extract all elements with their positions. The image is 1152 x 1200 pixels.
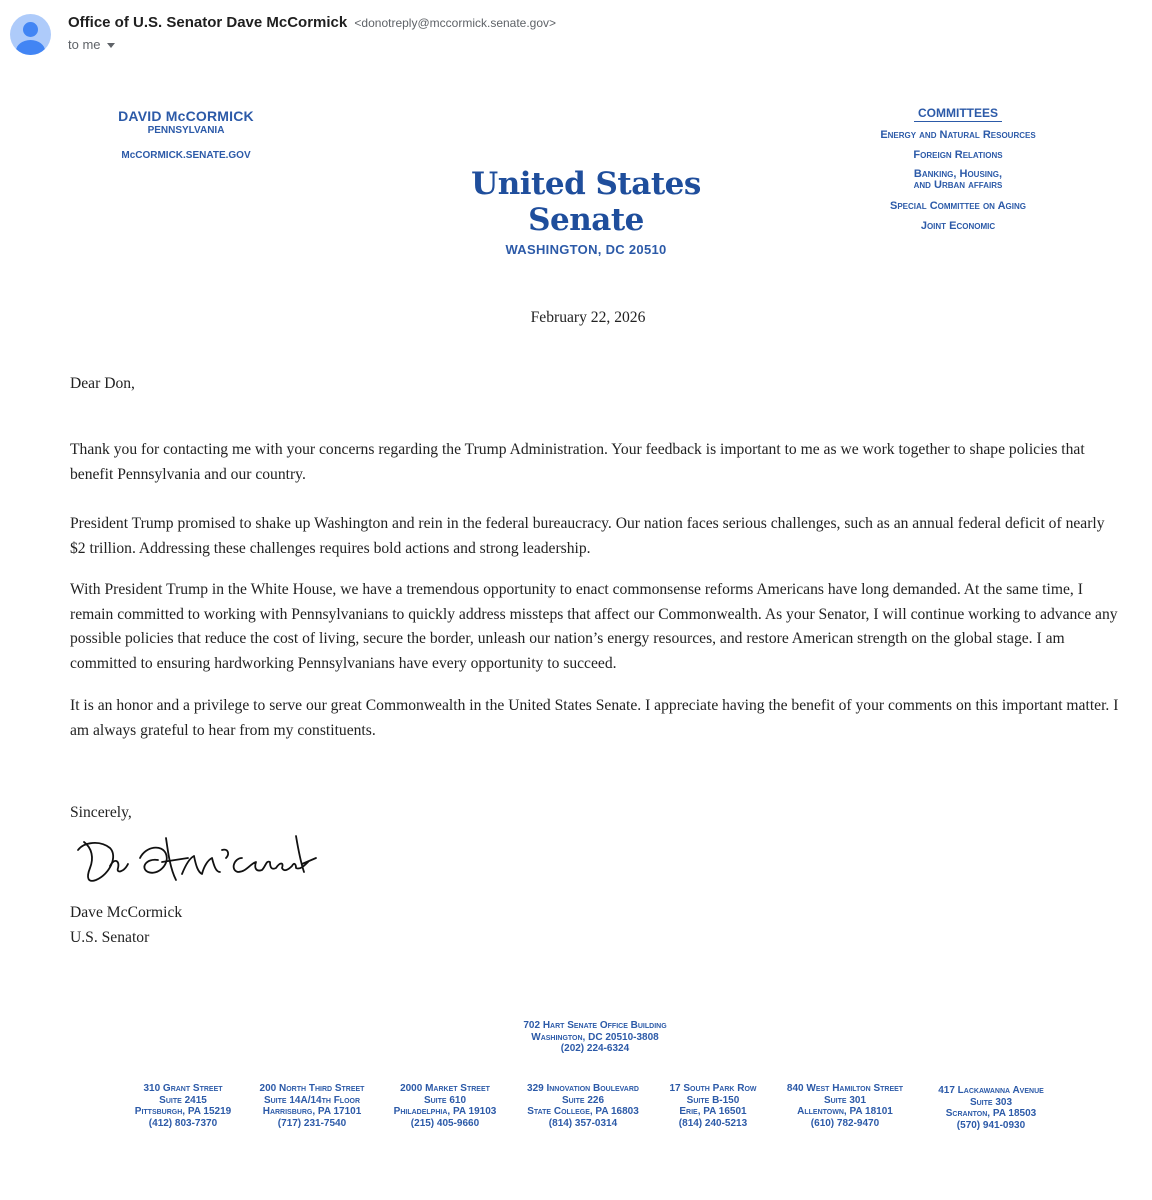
handwritten-signature (70, 828, 330, 897)
letterhead-state: PENNSYLVANIA (147, 125, 225, 136)
committees-title: COMMITTEES (914, 106, 1002, 122)
main-office-phone: (202) 224-6324 (560, 1043, 630, 1054)
state-office: 17 South Park Row Suite B-150 Erie, PA 16501 (814) 240-5213 (669, 1083, 757, 1129)
letter-paragraph: President Trump promised to shake up Washington and rein in the federal bureaucracy. Our nation faces serious challenges, such as an annual federal deficit of nearly $2 trillion. Addressing these challenges requires bold actions and strong leadership. (70, 515, 1105, 557)
letter-paragraph: Thank you for contacting me with your concerns regarding the Trump Administration. Your feedback is important to me as we work together to shape policies that benefit Pennsylvania and our country. (70, 441, 1085, 483)
state-office: 417 Lackawanna Avenue Suite 303 Scranton, PA 18503 (570) 941-0930 (938, 1085, 1044, 1131)
letter-paragraph: With President Trump in the White House, we have a tremendous opportunity to enact commonsense reforms Americans have long demanded. At the same time, I remain committed to working with Pennsylvanians to quickly address missteps that affect our Commonwealth. As your Senator, I will continue working to advance any possible policies that reduce the cost of living, secure the border, unleash our nation’s energy resources, and restore American strength on the global stage. I am committed to ensuring hardworking Pennsylvanians have every opportunity to succeed. (70, 581, 1118, 672)
sender-email: <donotreply@mccormick.senate.gov> (354, 16, 557, 30)
letter-date: February 22, 2026 (530, 309, 646, 326)
senate-title: United States Senate (471, 166, 701, 238)
committee-item: Energy and Natural Resources (880, 129, 1036, 141)
sender-name[interactable]: Office of U.S. Senator Dave McCormick (68, 14, 348, 31)
letterhead-website: McCORMICK.SENATE.GOV (121, 150, 251, 161)
letterhead-committees-block (858, 106, 1058, 240)
state-office: 310 Grant Street Suite 2415 Pittsburgh, PA 15219 (412) 803-7370 (134, 1083, 232, 1129)
senate-address: WASHINGTON, DC 20510 (505, 242, 667, 257)
letterhead-senate-block (420, 166, 752, 257)
state-office: 200 North Third Street Suite 14A/14th Floor Harrisburg, PA 17101 (717) 231-7540 (259, 1083, 365, 1129)
committee-item: Banking, Housing, and Urban affairs (913, 168, 1003, 191)
main-office-line1: 702 Hart Senate Office Building (523, 1020, 667, 1031)
footer-main-office (450, 1020, 740, 1055)
recipient-label: to me (68, 37, 101, 52)
committee-item: Foreign Relations (913, 149, 1003, 161)
signature-drawing (70, 828, 330, 892)
footer-state-offices (0, 1083, 1152, 1143)
letter-greeting: Dear Don, (70, 375, 135, 392)
recipient-details-toggle[interactable] (68, 37, 115, 52)
letterhead-senator-block (118, 108, 254, 161)
committee-item: Joint Economic (920, 220, 996, 232)
sender-avatar[interactable] (10, 14, 51, 55)
sender-line (68, 14, 556, 31)
committee-item: Special Committee on Aging (890, 200, 1026, 212)
letter-closing: Sincerely, (70, 804, 132, 821)
email-header (0, 0, 1152, 70)
state-office: 2000 Market Street Suite 610 Philadelphia, PA 19103 (215) 405-9660 (393, 1083, 497, 1129)
letter-paragraph: It is an honor and a privilege to serve our great Commonwealth in the United States Senate. I appreciate having the benefit of your comments on this important matter. I am always grateful to hear from my constituents. (70, 697, 1119, 739)
state-office: 840 West Hamilton Street Suite 301 Allentown, PA 18101 (610) 782-9470 (786, 1083, 904, 1129)
letterhead-senator-name: DAVID McCORMICK (118, 108, 254, 124)
signer-name: Dave McCormick (70, 904, 183, 921)
chevron-down-icon[interactable] (107, 43, 115, 48)
avatar-person-icon (23, 22, 38, 37)
state-office: 329 Innovation Boulevard Suite 226 State College, PA 16803 (814) 357-0314 (527, 1083, 639, 1129)
main-office-line2: Washington, DC 20510-3808 (531, 1031, 659, 1043)
signer-title: U.S. Senator (70, 929, 150, 946)
